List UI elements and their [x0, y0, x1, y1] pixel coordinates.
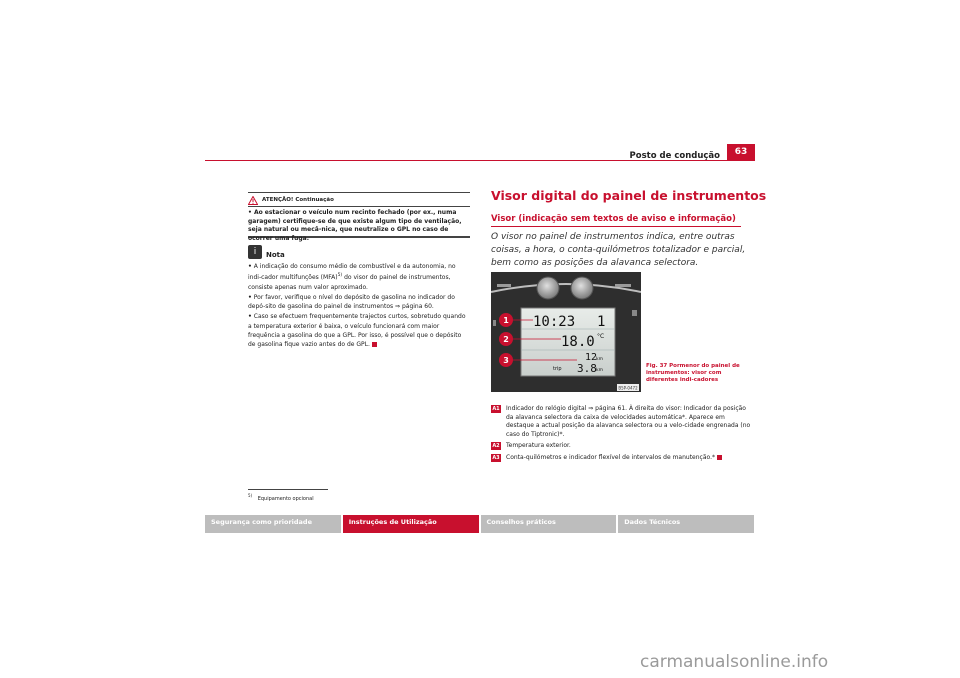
- footnote-rule: [248, 489, 328, 490]
- intro-text: O visor no painel de instrumentos indica, entre outras coisas, a hora, o conta-quilómetros totalizador e parcial, bem como as posições da alavanca selectora.: [491, 232, 746, 268]
- legend-text-1: Indicador do relógio digital ⇒ página 61. À direita do visor: Indicador da posição da alavanca selectora da caixa de velocidades automática*. Aparece em destaque a actual posição da alavanca selectora ou a velo-cidade engrenada (no caso do Tiptronic)*.: [506, 405, 751, 438]
- section-title: Visor digital do painel de instrumentos: [491, 188, 767, 203]
- bullet: •: [248, 263, 252, 270]
- display-km-unit: km: [596, 368, 603, 373]
- note-label: Nota: [266, 251, 285, 259]
- tab-conselhos[interactable]: Conselhos práticos: [481, 515, 617, 533]
- page-number: 63: [727, 144, 755, 161]
- display-trip-label: trip: [553, 366, 562, 372]
- bullet: •: [248, 293, 252, 301]
- bullet: •: [248, 313, 252, 321]
- legend-item-1: [491, 405, 751, 439]
- display-trip-km: 12: [585, 352, 598, 363]
- footnote-mark: 5): [248, 493, 253, 498]
- note-heading: [248, 245, 285, 259]
- callout-3-label: 3: [503, 356, 509, 365]
- warning-triangle-icon: [248, 196, 258, 205]
- display-total-km: 3.8: [577, 362, 597, 375]
- legend-text-3-body: Conta-quilómetros e indicador flexível de intervalos de manutenção.*: [506, 453, 715, 461]
- callout-1-label: 1: [503, 316, 509, 325]
- display-km-unit: km: [596, 357, 603, 362]
- note-item-1-b: do visor do painel de instrumentos, consiste apenas num valor aproximado.: [248, 274, 451, 291]
- note-item-2: [248, 293, 470, 312]
- warning-box: [248, 192, 470, 242]
- subsection-rule: [491, 226, 741, 227]
- note-info-icon: i: [248, 245, 262, 259]
- note-text: [248, 262, 470, 351]
- warning-divider: [248, 206, 470, 207]
- legend-badge-2: A2: [492, 443, 500, 449]
- subsection-title: Visor (indicação sem textos de aviso e informação): [491, 214, 736, 224]
- legend-item-3: [491, 454, 751, 463]
- warning-title-text: ATENÇÃO! Continuação: [262, 197, 334, 203]
- footnote-ref: 5): [337, 273, 343, 279]
- note-item-3-text: Caso se efectuem frequentemente trajectos curtos, sobretudo quando a temperatura exterior é baixa, o veículo funcionará com maior frequência a gasolina do que a GPL. Por isso, é possível que o depósito de gasolina fique vazio antes do de GPL.: [248, 313, 466, 349]
- legend-text-3: [506, 454, 751, 463]
- display-temp-unit: °C: [597, 333, 605, 340]
- note-item-2-text: Por favor, verifique o nível do depósito de gasolina no indicador do depó-sito de gasolina do painel de instrumentos ⇒ página 60.: [248, 293, 455, 311]
- legend-item-2: [491, 442, 751, 451]
- bullet: •: [248, 209, 252, 216]
- end-marker: [717, 455, 722, 460]
- instrument-display-illustration: [491, 272, 641, 392]
- legend-badge-3: A3: [492, 454, 500, 461]
- page-header-title: Posto de condução: [629, 151, 720, 161]
- knob-icon: [537, 277, 559, 299]
- footnote-text: Equipamento opcional: [257, 495, 314, 502]
- watermark: carmanualsonline.info: [640, 652, 829, 672]
- note-item-1-a: A indicação do consumo médio de combustível e da autonomia, no indi-cador multifunções (MFA): [248, 263, 456, 282]
- note-item-1: [248, 262, 470, 292]
- legend-text-2: Temperatura exterior.: [506, 442, 571, 449]
- display-gear: 1: [597, 314, 606, 330]
- knob-icon: [571, 277, 593, 299]
- callout-2-label: 2: [503, 335, 509, 344]
- legend-badge-1: A1: [492, 406, 500, 412]
- display-time: 10:23: [533, 314, 576, 330]
- warning-title: [248, 194, 334, 206]
- tab-seguranca[interactable]: Segurança como prioridade: [205, 515, 341, 533]
- display-temp: 18.0: [561, 334, 595, 350]
- end-marker: [372, 342, 377, 347]
- instrument-display-figure: [491, 272, 641, 392]
- figure-code: B5P-0472: [618, 385, 638, 391]
- figure-legend: [491, 405, 751, 465]
- warning-text: [248, 209, 470, 243]
- tab-instrucoes[interactable]: Instruções de Utilização: [343, 515, 479, 533]
- warning-body: Ao estacionar o veículo num recinto fechado (por ex., numa garagem) certifique-se de que existe algum tipo de ventilação, seja natural ou mecâ-nica, que neutralize o GPL no caso de ocorrer uma fuga.: [248, 209, 462, 242]
- figure-caption: Fig. 37 Pormenor do painel de instrumentos: visor com diferentes indi-cadores: [646, 363, 740, 383]
- footnote: [248, 493, 314, 502]
- note-item-3: [248, 312, 470, 349]
- chapter-nav: [205, 515, 754, 533]
- tab-dados-tecnicos[interactable]: Dados Técnicos: [618, 515, 754, 533]
